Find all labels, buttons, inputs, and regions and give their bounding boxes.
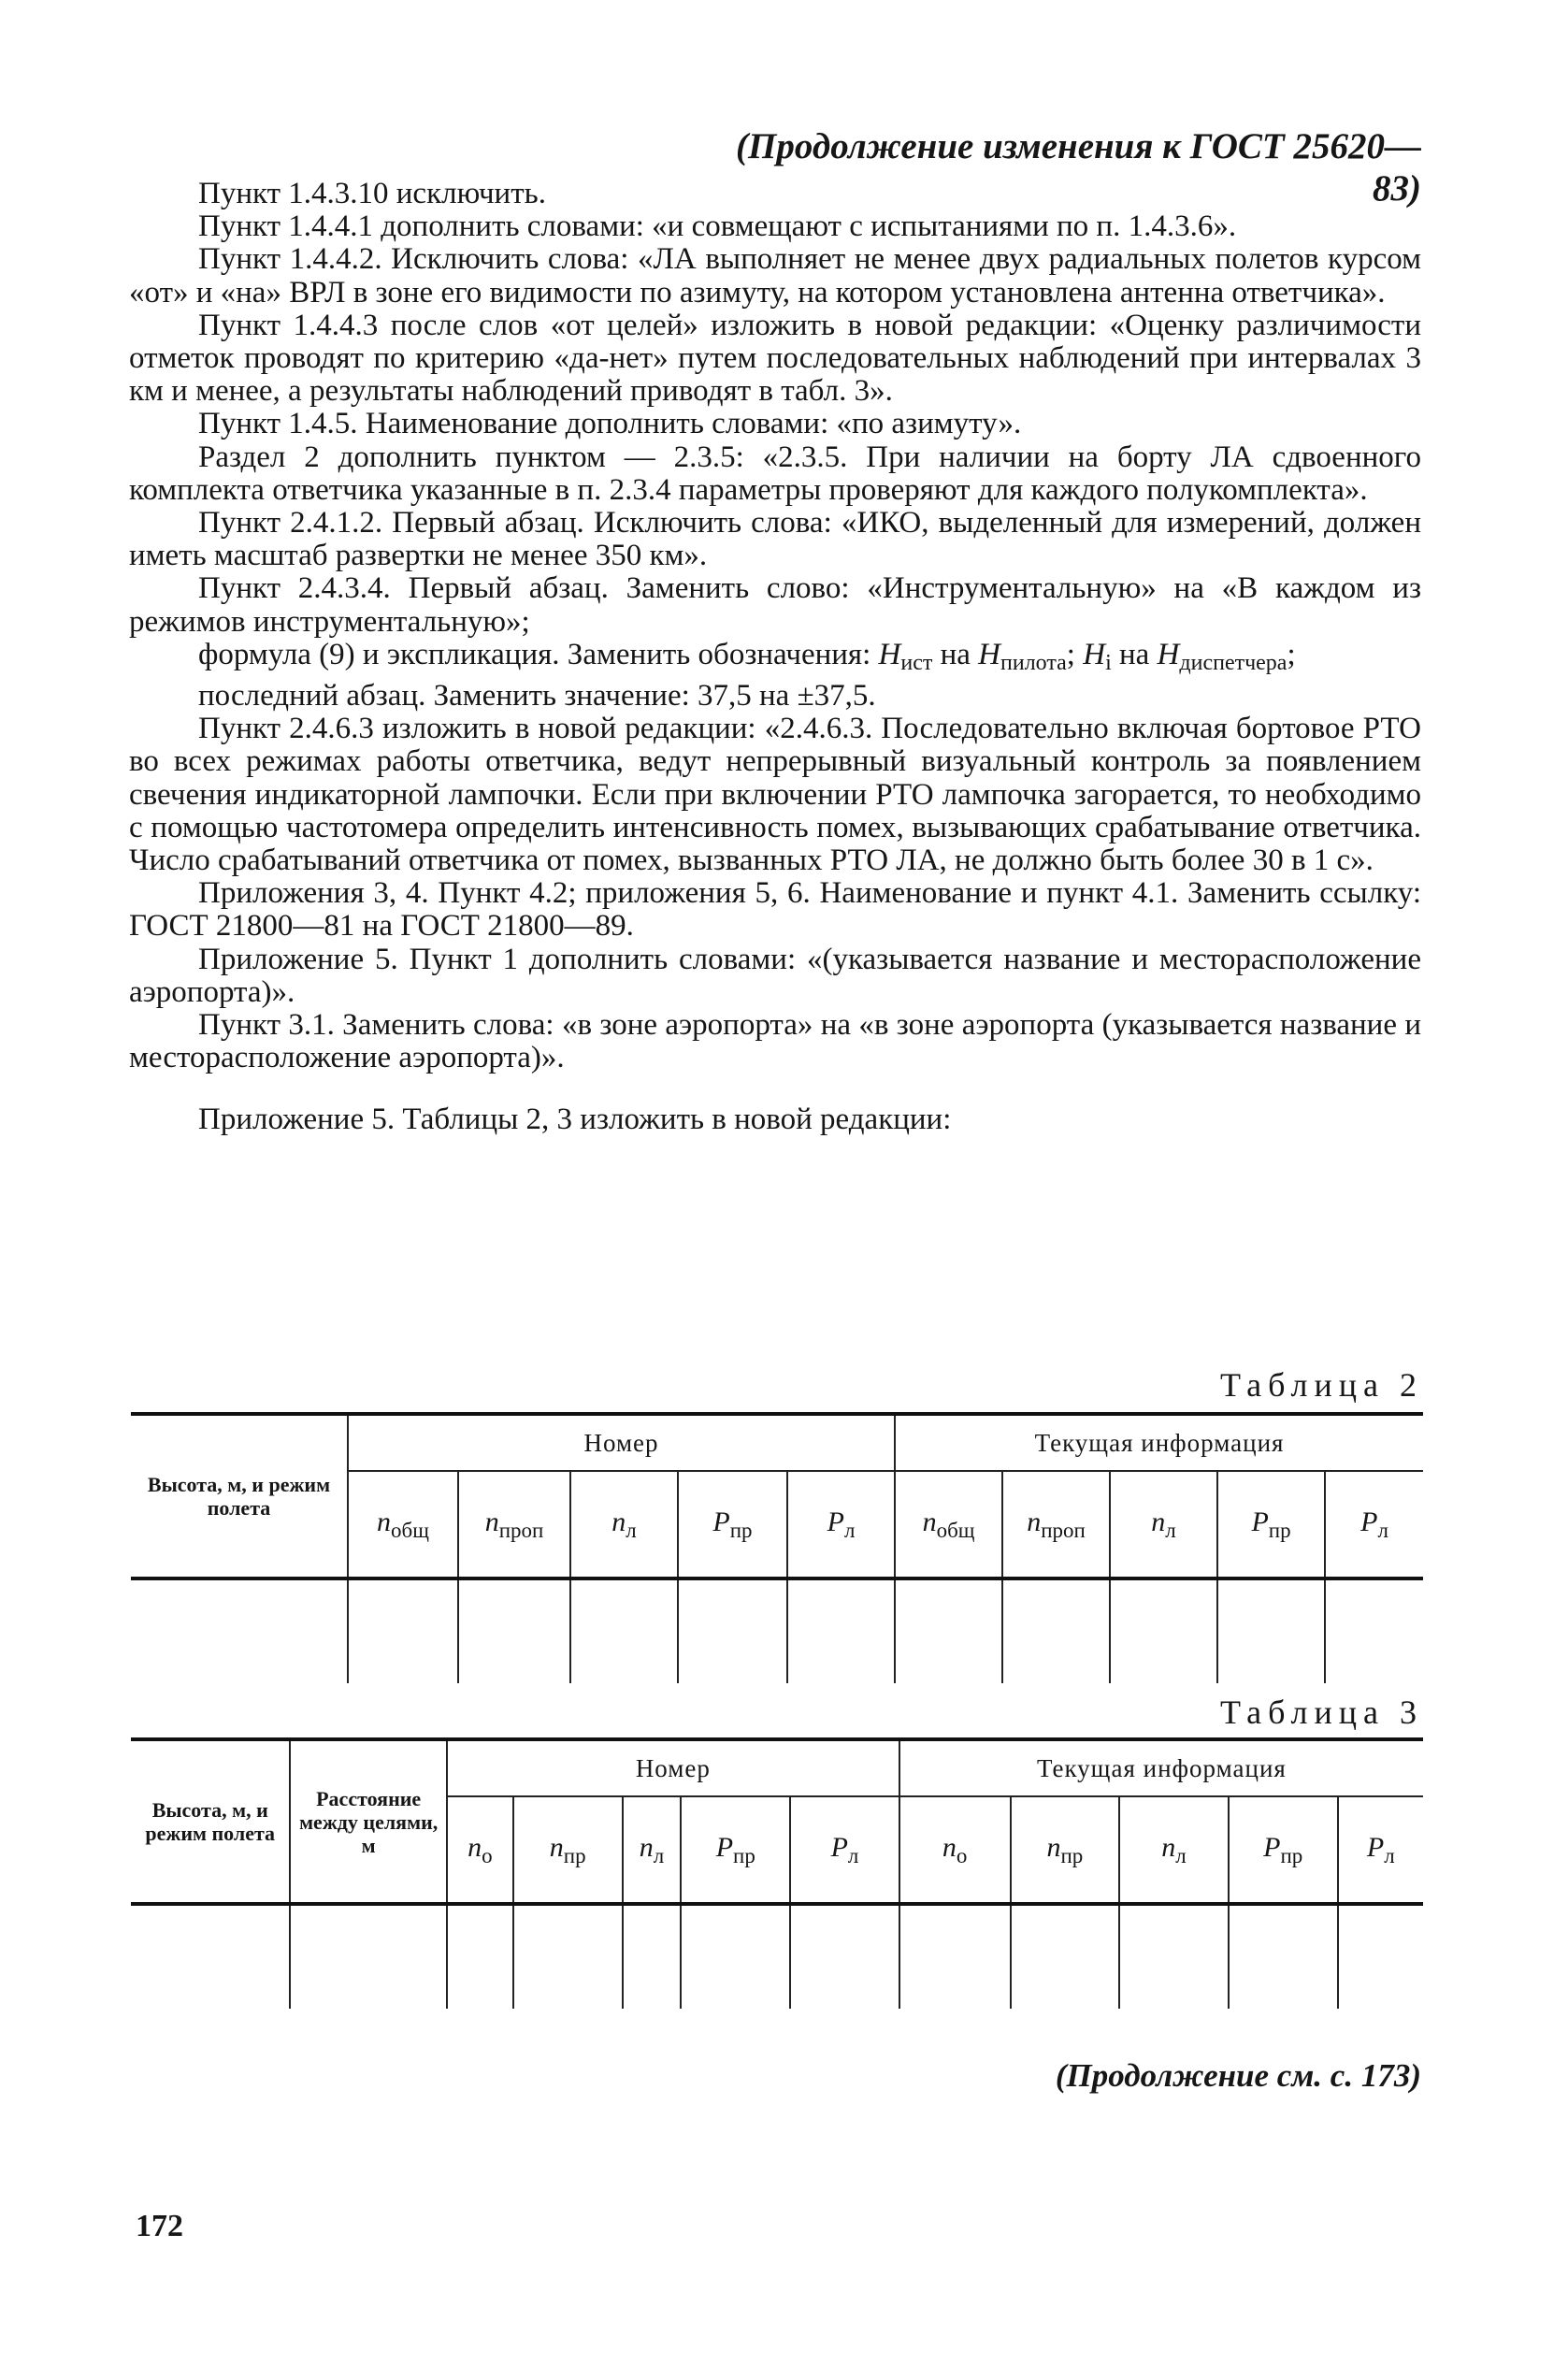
table2-col-header xyxy=(1325,1471,1423,1578)
table3 xyxy=(131,1737,1423,2009)
table-cell xyxy=(1229,1904,1338,2009)
table-cell xyxy=(790,1904,899,2009)
symbol: H xyxy=(1157,637,1180,671)
symbol: P xyxy=(1366,1831,1385,1863)
subscript: л xyxy=(626,1518,637,1542)
subscript: проп xyxy=(498,1518,544,1542)
subscript: общ xyxy=(391,1518,429,1542)
subscript: л xyxy=(843,1518,856,1542)
table-row xyxy=(131,1578,1423,1683)
symbol: n xyxy=(1151,1506,1166,1537)
paragraph: Пункт 1.4.5. Наименование дополнить словами: «по азимуту». xyxy=(198,407,1022,441)
paragraph: Пункт 2.4.6.3 изложить в новой редакции: «2.4.6.3. Последовательно включая бортовое РТО во всех режимах работы ответчика, ведут непрерывный визуальный контроль за появлением свечения индикаторной лампочки. Если при включении РТО лампочка загорается, то необходимо с помощью частотомера определить интенсивность помех, вызывающих срабатывание ответчика. Число срабатываний ответчика от помех, вызванных РТО ЛА, не должно быть более 30 в 1 с». xyxy=(129,712,1421,878)
table2-col-header xyxy=(458,1471,570,1578)
symbol: P xyxy=(1251,1506,1269,1537)
tables-intro: Приложение 5. Таблицы 2, 3 изложить в новой редакции: xyxy=(198,1103,952,1137)
symbol: n xyxy=(377,1506,392,1537)
subscript: пр xyxy=(1268,1518,1291,1542)
table2-group-number: Номер xyxy=(348,1414,895,1471)
symbol: P xyxy=(830,1831,848,1863)
table-cell xyxy=(1217,1578,1325,1683)
symbol: P xyxy=(827,1506,844,1537)
table3-col-header xyxy=(899,1796,1011,1904)
subscript: пр xyxy=(1060,1843,1084,1867)
symbol: n xyxy=(468,1831,482,1863)
paragraph: Пункт 2.4.3.4. Первый абзац. Заменить слово: «Инструментальную» на «В каждом из режимов инструментальную»; xyxy=(129,571,1421,639)
paragraph: Пункт 1.4.4.3 после слов «от целей» изложить в новой редакции: «Оценку различимости отметок проводят по критерию «да-нет» путем последовательных наблюдений при интервалах 3 км и менее, а результаты наблюдений приводят в табл. 3». xyxy=(129,308,1421,409)
symbol: n xyxy=(639,1831,654,1863)
paragraph: Пункт 2.4.1.2. Первый абзац. Исключить слова: «ИКО, выделенный для измерений, должен иметь масштаб развертки не менее 350 км». xyxy=(129,506,1421,573)
subscript: пр xyxy=(1280,1843,1303,1867)
symbol: n xyxy=(1161,1831,1176,1863)
table2 xyxy=(131,1412,1423,1683)
subscript: пр xyxy=(729,1518,753,1542)
table2-col-header xyxy=(787,1471,895,1578)
subscript: общ xyxy=(936,1518,975,1542)
table2-row-header: Высота, м, и режим полета xyxy=(131,1414,348,1578)
symbol: n xyxy=(922,1506,937,1537)
table3-col-header xyxy=(1011,1796,1120,1904)
table3-row-header: Высота, м, и режим полета xyxy=(131,1739,290,1904)
paragraph: Приложения 3, 4. Пункт 4.2; приложения 5, 6. Наименование и пункт 4.1. Заменить ссылку: ГОСТ 21800—81 на ГОСТ 21800—89. xyxy=(129,876,1421,944)
table-cell xyxy=(787,1578,895,1683)
symbol: n xyxy=(549,1831,564,1863)
table2-col-header xyxy=(1217,1471,1325,1578)
subscript: л xyxy=(653,1843,665,1867)
symbol: P xyxy=(715,1831,734,1863)
table-cell xyxy=(681,1904,790,2009)
formula-text: ; xyxy=(1287,637,1296,671)
symbol: n xyxy=(1046,1831,1061,1863)
symbol: P xyxy=(712,1506,730,1537)
table-cell xyxy=(131,1578,348,1683)
subscript: л xyxy=(847,1843,859,1867)
table-cell xyxy=(1338,1904,1423,2009)
paragraph: Пункт 1.4.4.2. Исключить слова: «ЛА выполняет не менее двух радиальных полетов курсом «от» и «на» ВРЛ в зоне его видимости по азимуту, на котором установлена антенна ответчика». xyxy=(129,242,1421,310)
symbol: H xyxy=(1083,637,1106,671)
paragraph: последний абзац. Заменить значение: 37,5 на ±37,5. xyxy=(198,679,876,714)
table3-col-header xyxy=(1119,1796,1229,1904)
table-cell xyxy=(513,1904,623,2009)
symbol: n xyxy=(484,1506,499,1537)
table-cell xyxy=(899,1904,1011,2009)
table3-distance-header: Расстояние между целями, м xyxy=(290,1739,446,1904)
subscript: о xyxy=(482,1843,493,1867)
subscript: пр xyxy=(733,1843,755,1867)
table-cell xyxy=(131,1904,290,2009)
table3-col-header xyxy=(1229,1796,1338,1904)
table2-col-header xyxy=(895,1471,1002,1578)
table3-col-header xyxy=(513,1796,623,1904)
paragraph: Раздел 2 дополнить пунктом — 2.3.5: «2.3.5. При наличии на борту ЛА сдвоенного комплекта ответчика указанные в п. 2.3.4 параметры проверяют для каждого полукомплекта». xyxy=(129,440,1421,507)
subscript: диспетчера xyxy=(1179,650,1287,675)
paragraph: Пункт 1.4.3.10 исключить. xyxy=(198,177,546,210)
symbol: n xyxy=(1027,1506,1042,1537)
table-cell xyxy=(1011,1904,1120,2009)
table2-col-header xyxy=(348,1471,458,1578)
table3-title: Таблица 3 xyxy=(1220,1694,1423,1731)
table-cell xyxy=(1325,1578,1423,1683)
table-cell xyxy=(623,1904,682,2009)
table3-col-header xyxy=(790,1796,899,1904)
table2-col-header xyxy=(1110,1471,1217,1578)
table3-group-number: Номер xyxy=(447,1739,899,1796)
subscript: пилота xyxy=(1000,650,1067,675)
table3-col-header xyxy=(1338,1796,1423,1904)
table3-col-header xyxy=(681,1796,790,1904)
symbol: n xyxy=(942,1831,957,1863)
formula-text: на xyxy=(932,637,979,671)
formula-paragraph xyxy=(129,639,1421,680)
subscript: ист xyxy=(900,650,933,675)
table-cell xyxy=(458,1578,570,1683)
subscript: пр xyxy=(563,1843,586,1867)
table-cell xyxy=(348,1578,458,1683)
formula-text: на xyxy=(1111,637,1158,671)
symbol: H xyxy=(878,637,901,671)
subscript: л xyxy=(1165,1518,1176,1542)
table-row xyxy=(131,1904,1423,2009)
table3-col-header xyxy=(623,1796,682,1904)
table-cell xyxy=(1119,1904,1229,2009)
table2-col-header xyxy=(1002,1471,1110,1578)
table-cell xyxy=(1110,1578,1217,1683)
table-cell xyxy=(447,1904,513,2009)
body-text xyxy=(129,178,1421,1137)
table3-group-current-info: Текущая информация xyxy=(899,1739,1423,1796)
table-cell xyxy=(290,1904,446,2009)
formula-text: ; xyxy=(1066,637,1084,671)
table-cell xyxy=(570,1578,678,1683)
running-header: (Продолжение изменения к ГОСТ 25620—83) xyxy=(736,126,1421,209)
table2-col-header xyxy=(570,1471,678,1578)
continuation-note: (Продолжение см. с. 173) xyxy=(1055,2057,1421,2094)
symbol: H xyxy=(978,637,1001,671)
table-cell xyxy=(678,1578,787,1683)
subscript: i xyxy=(1105,650,1112,675)
table2-group-current-info: Текущая информация xyxy=(895,1414,1423,1471)
symbol: P xyxy=(1263,1831,1281,1863)
paragraph: Пункт 3.1. Заменить слова: «в зоне аэропорта» на «в зоне аэропорта (указывается название и месторасположение аэропорта)». xyxy=(129,1008,1421,1075)
symbol: P xyxy=(1360,1506,1378,1537)
table2-col-header xyxy=(678,1471,787,1578)
paragraph: Приложение 5. Пункт 1 дополнить словами: «(указывается название и месторасположение аэропорта)». xyxy=(129,942,1421,1009)
table-cell xyxy=(1002,1578,1110,1683)
subscript: о xyxy=(956,1843,968,1867)
subscript: л xyxy=(1384,1843,1395,1867)
table-cell xyxy=(895,1578,1002,1683)
paragraph: Пункт 1.4.4.1 дополнить словами: «и совмещают с испытаниями по п. 1.4.3.6». xyxy=(198,209,1237,244)
table2-title: Таблица 2 xyxy=(1220,1366,1423,1404)
subscript: л xyxy=(1175,1843,1187,1867)
subscript: проп xyxy=(1041,1518,1086,1542)
formula-text: формула (9) и экспликация. Заменить обозначения: xyxy=(198,637,879,671)
page-number: 172 xyxy=(136,2209,183,2243)
symbol: n xyxy=(611,1506,626,1537)
table3-col-header xyxy=(447,1796,513,1904)
subscript: л xyxy=(1377,1518,1388,1542)
